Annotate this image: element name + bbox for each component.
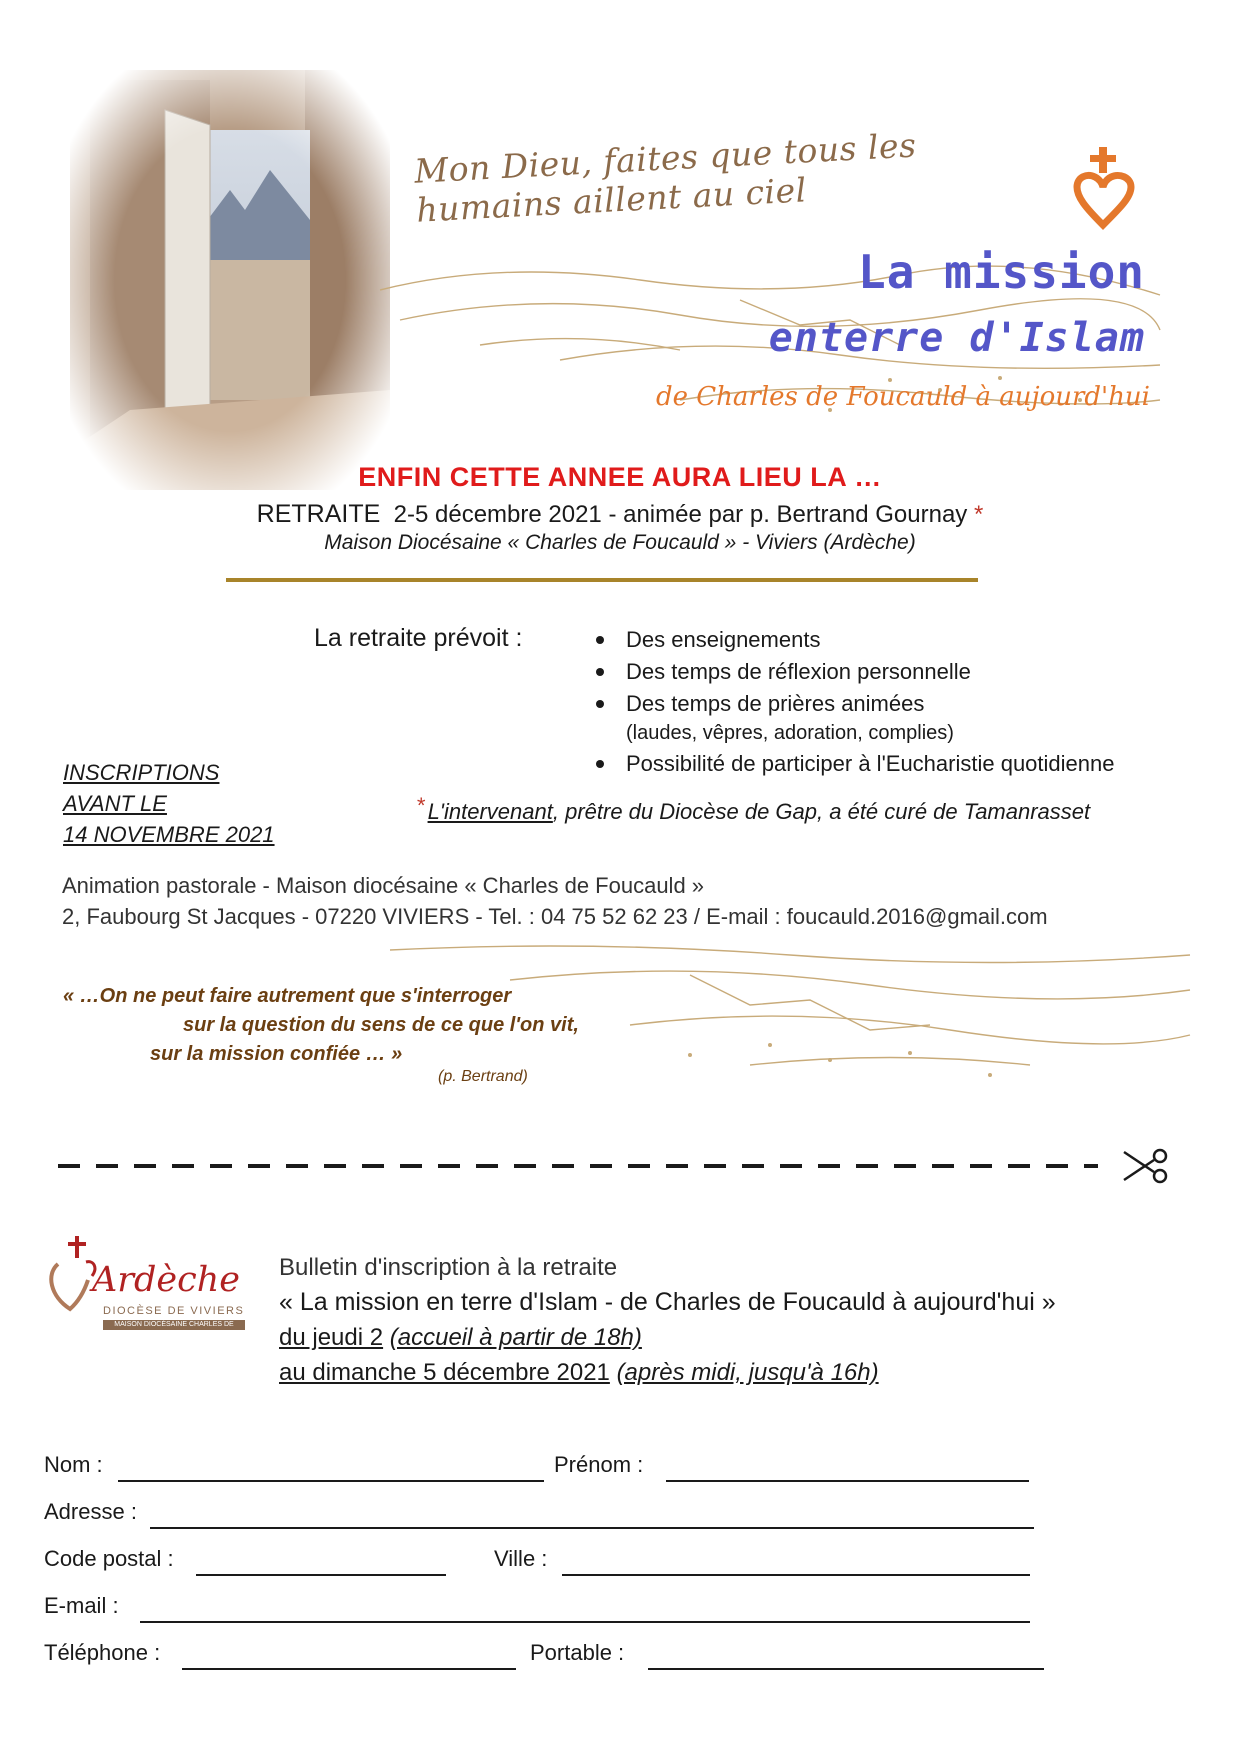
doorway-photo xyxy=(70,70,390,490)
title-line-2: enterre d'Islam xyxy=(768,315,1145,361)
retreat-prefix: RETRAITE xyxy=(256,500,381,528)
email-field[interactable] xyxy=(140,1621,1030,1623)
quote-line-3: sur la mission confiée … » xyxy=(150,1043,403,1065)
cut-line xyxy=(58,1164,1098,1168)
registration-deadline xyxy=(63,757,275,850)
speaker-note xyxy=(416,793,1090,825)
deadline-line-2: AVANT LE xyxy=(63,791,167,816)
portable-field[interactable] xyxy=(648,1668,1044,1670)
registration-to: au dimanche 5 décembre 2021 (après midi, jusqu'à 16h) xyxy=(279,1359,879,1386)
deadline-line-3: 14 NOVEMBRE 2021 xyxy=(63,822,275,847)
speaker-asterisk: * xyxy=(416,793,425,818)
program-item: Possibilité de participer à l'Eucharistie quotidienne xyxy=(590,748,1114,780)
prenom-label: Prénom : xyxy=(554,1452,644,1477)
telephone-label: Téléphone : xyxy=(44,1640,161,1665)
telephone-field[interactable] xyxy=(182,1668,516,1670)
deadline-line-1: INSCRIPTIONS xyxy=(63,760,220,785)
registration-title: « La mission en terre d'Islam - de Charles de Foucauld à aujourd'hui » xyxy=(279,1288,1056,1316)
gold-divider xyxy=(226,578,978,582)
contact-address xyxy=(62,870,1048,932)
portable-label: Portable : xyxy=(530,1640,625,1665)
venue-line: Maison Diocésaine « Charles de Foucauld » - Viviers (Ardèche) xyxy=(324,531,916,554)
contact-line-1: Animation pastorale - Maison diocésaine « Charles de Foucauld » xyxy=(62,873,705,898)
contact-line-2: 2, Faubourg St Jacques - 07220 VIVIERS - Tel. : 04 75 52 62 23 / E-mail : foucauld.2016@gmail.com xyxy=(62,904,1048,929)
ardeche-logo-subtitle: DIOCÈSE DE VIVIERS xyxy=(103,1305,245,1317)
speaker-label: L'intervenant xyxy=(427,799,553,824)
quote-line-1: « …On ne peut faire autrement que s'interroger xyxy=(63,985,512,1007)
sacred-heart-cross-icon xyxy=(1075,145,1135,230)
code-postal-label: Code postal : xyxy=(44,1546,174,1571)
quote-block xyxy=(63,982,579,1069)
program-list xyxy=(590,624,1114,780)
email-label: E-mail : xyxy=(44,1593,119,1618)
program-item: Des enseignements xyxy=(590,624,1114,656)
scissors-icon xyxy=(1122,1146,1170,1186)
ville-label: Ville : xyxy=(494,1546,548,1571)
ardeche-logo-name: Ardèche xyxy=(92,1260,240,1300)
title-line-1: La mission xyxy=(858,245,1145,299)
program-label: La retraite prévoit : xyxy=(314,624,523,652)
announcement-banner: ENFIN CETTE ANNEE AURA LIEU LA … xyxy=(358,462,882,492)
ardeche-logo-tagline: MAISON DIOCÉSAINE CHARLES DE FOUCAULD xyxy=(103,1320,245,1330)
prenom-field[interactable] xyxy=(666,1480,1029,1482)
retreat-dates-line xyxy=(0,500,1240,529)
retreat-asterisk: * xyxy=(973,501,984,528)
registration-header xyxy=(279,1250,1056,1390)
nom-label: Nom : xyxy=(44,1452,103,1477)
speaker-description: , prêtre du Diocèse de Gap, a été curé de Tamanrasset xyxy=(552,799,1091,824)
code-postal-field[interactable] xyxy=(196,1574,446,1576)
handwritten-motto: Mon Dieu, faites que tous les humains aillent au ciel xyxy=(413,125,918,230)
quote-line-2: sur la question du sens de ce que l'on vit, xyxy=(183,1014,579,1036)
program-item: Des temps de réflexion personnelle xyxy=(590,656,1114,688)
retreat-details: 2-5 décembre 2021 - animée par p. Bertrand Gournay xyxy=(393,501,968,528)
quote-author: (p. Bertrand) xyxy=(438,1068,528,1085)
registration-heading: Bulletin d'inscription à la retraite xyxy=(279,1254,618,1281)
prayers-detail: (laudes, vêpres, adoration, complies) xyxy=(626,722,954,744)
adresse-field[interactable] xyxy=(150,1527,1034,1529)
registration-from: du jeudi 2 (accueil à partir de 18h) xyxy=(279,1324,642,1351)
program-item: Des temps de prières animées (laudes, vêpres, adoration, complies) xyxy=(590,688,1114,746)
nom-field[interactable] xyxy=(118,1480,544,1482)
adresse-label: Adresse : xyxy=(44,1499,137,1524)
title-line-3: de Charles de Foucauld à aujourd'hui xyxy=(655,382,1150,412)
ville-field[interactable] xyxy=(562,1574,1030,1576)
